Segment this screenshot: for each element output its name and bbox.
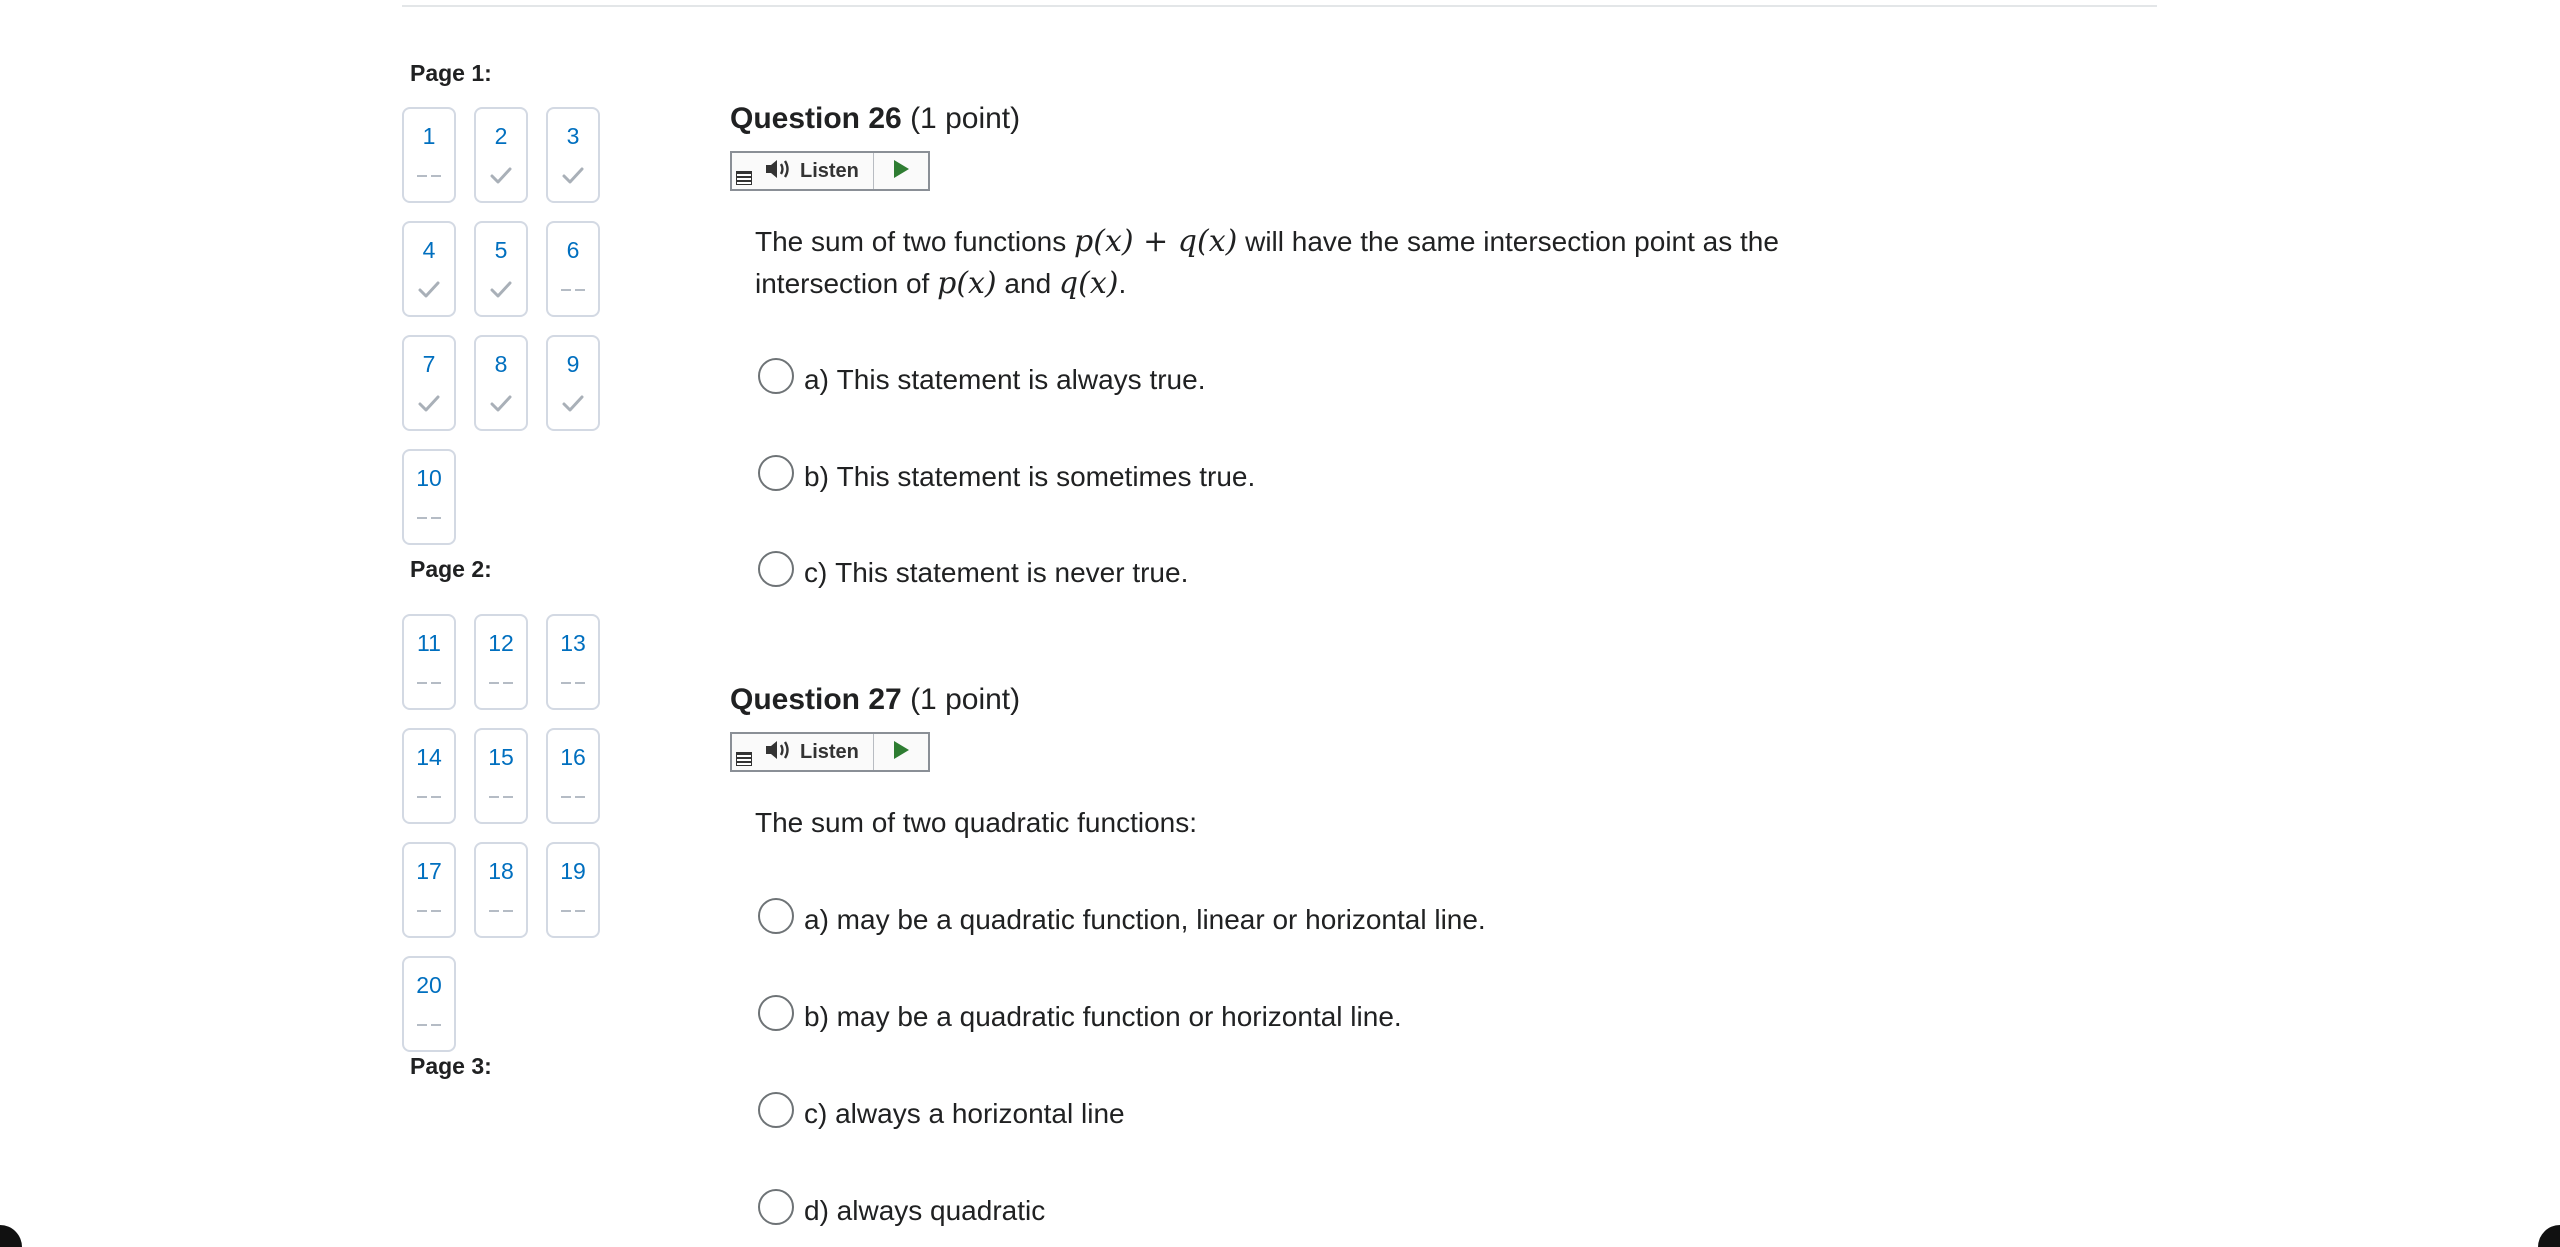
- math-expression: p(x) + q(x): [1074, 224, 1238, 259]
- question-text-segment: The sum of two quadratic functions:: [755, 807, 1197, 838]
- answer-radio[interactable]: [758, 551, 794, 587]
- question-tile-12[interactable]: [474, 614, 528, 710]
- window-corner-right: [2538, 1225, 2560, 1247]
- question-heading: [730, 680, 1930, 720]
- play-icon: [892, 159, 910, 184]
- answer-option[interactable]: [758, 1001, 1402, 1033]
- dash-icon: [404, 507, 454, 529]
- play-icon: [892, 740, 910, 765]
- question-tile-number: 11: [417, 630, 441, 656]
- question-tile-number: 1: [422, 123, 436, 149]
- check-icon: [476, 165, 526, 187]
- answer-radio[interactable]: [758, 995, 794, 1031]
- question-tile-number: 8: [494, 351, 508, 377]
- listen-toolbar: [730, 732, 930, 772]
- answer-radio[interactable]: [758, 358, 794, 394]
- question-tile-number: 3: [566, 123, 580, 149]
- listen-menu-button[interactable]: [732, 734, 756, 770]
- answer-option[interactable]: [758, 1098, 1125, 1130]
- listen-label: Listen: [800, 740, 859, 763]
- question-heading: [730, 99, 1930, 139]
- dash-icon: [476, 786, 526, 808]
- listen-toolbar: [730, 151, 930, 191]
- check-icon: [476, 279, 526, 301]
- math-expression: p(x): [937, 266, 997, 301]
- speaker-icon: [764, 739, 794, 766]
- question-tile-15[interactable]: [474, 728, 528, 824]
- answer-option-label: b) may be a quadratic function or horizontal line.: [804, 1001, 1402, 1032]
- play-button[interactable]: [874, 734, 928, 770]
- question-tile-1[interactable]: [402, 107, 456, 203]
- dash-icon: [404, 1014, 454, 1036]
- answer-option[interactable]: [758, 461, 1255, 493]
- answer-option-label: b) This statement is sometimes true.: [804, 461, 1256, 492]
- question-tile-number: 19: [560, 858, 586, 884]
- listen-button[interactable]: [756, 734, 874, 770]
- answer-option[interactable]: [758, 1195, 1045, 1227]
- question-tile-number: 5: [494, 237, 508, 263]
- answer-option-label: d) always quadratic: [804, 1195, 1046, 1226]
- question-tile-6[interactable]: [546, 221, 600, 317]
- question-tile-number: 17: [416, 858, 442, 884]
- window-corner-left: [0, 1225, 22, 1247]
- question-block: [730, 680, 1930, 1240]
- answer-radio[interactable]: [758, 898, 794, 934]
- dash-icon: [548, 786, 598, 808]
- answer-option[interactable]: [758, 557, 1188, 589]
- question-tile-18[interactable]: [474, 842, 528, 938]
- question-tile-number: 9: [566, 351, 580, 377]
- page-label: Page 2:: [410, 556, 492, 582]
- question-tile-number: 14: [416, 744, 442, 770]
- question-block: [730, 99, 1930, 659]
- question-tile-number: 13: [560, 630, 586, 656]
- question-text-segment: will have the same intersection point as the intersection of: [755, 226, 1779, 299]
- speaker-icon: [764, 158, 794, 185]
- listen-button[interactable]: [756, 153, 874, 189]
- answer-option-label: a) may be a quadratic function, linear or horizontal line.: [804, 904, 1486, 935]
- question-title: Question 26: [730, 102, 902, 135]
- question-tile-8[interactable]: [474, 335, 528, 431]
- answer-option-label: c) This statement is never true.: [804, 557, 1189, 588]
- answer-option-label: c) always a horizontal line: [804, 1098, 1125, 1129]
- dash-icon: [404, 165, 454, 187]
- question-tile-5[interactable]: [474, 221, 528, 317]
- question-tile-number: 18: [488, 858, 514, 884]
- answer-radio[interactable]: [758, 455, 794, 491]
- question-tile-10[interactable]: [402, 449, 456, 545]
- listen-label: Listen: [800, 159, 859, 182]
- question-tile-20[interactable]: [402, 956, 456, 1052]
- check-icon: [404, 279, 454, 301]
- page-label: Page 3:: [410, 1053, 492, 1079]
- question-text-segment: The sum of two functions: [755, 226, 1075, 257]
- listen-menu-button[interactable]: [732, 153, 756, 189]
- question-text-segment: .: [1118, 268, 1127, 299]
- question-tile-number: 7: [422, 351, 436, 377]
- question-tile-14[interactable]: [402, 728, 456, 824]
- question-tile-number: 15: [488, 744, 514, 770]
- dash-icon: [548, 672, 598, 694]
- answer-radio[interactable]: [758, 1189, 794, 1225]
- question-tile-number: 20: [416, 972, 442, 998]
- question-tile-4[interactable]: [402, 221, 456, 317]
- check-icon: [404, 393, 454, 415]
- answer-option[interactable]: [758, 364, 1205, 396]
- check-icon: [548, 165, 598, 187]
- answer-option[interactable]: [758, 904, 1486, 936]
- question-tile-3[interactable]: [546, 107, 600, 203]
- dash-icon: [404, 672, 454, 694]
- question-tile-16[interactable]: [546, 728, 600, 824]
- dash-icon: [548, 279, 598, 301]
- question-tile-11[interactable]: [402, 614, 456, 710]
- top-divider: [402, 5, 2157, 7]
- question-text: [755, 221, 1855, 305]
- question-tile-number: 6: [566, 237, 580, 263]
- dash-icon: [548, 900, 598, 922]
- check-icon: [476, 393, 526, 415]
- question-tile-number: 2: [494, 123, 508, 149]
- dash-icon: [404, 786, 454, 808]
- question-tile-number: 16: [560, 744, 586, 770]
- question-text: [755, 802, 1855, 844]
- question-points: (1 point): [910, 102, 1021, 135]
- question-tile-number: 4: [422, 237, 436, 263]
- check-icon: [548, 393, 598, 415]
- math-expression: q(x): [1058, 266, 1119, 301]
- dash-icon: [476, 672, 526, 694]
- answer-option-label: a) This statement is always true.: [804, 364, 1206, 395]
- question-tile-9[interactable]: [546, 335, 600, 431]
- page-label: Page 1:: [410, 60, 492, 86]
- question-text-segment: and: [996, 268, 1059, 299]
- question-title: Question 27: [730, 683, 902, 716]
- question-tile-number: 10: [416, 465, 442, 491]
- question-tile-17[interactable]: [402, 842, 456, 938]
- dash-icon: [476, 900, 526, 922]
- menu-icon: [736, 752, 752, 766]
- play-button[interactable]: [874, 153, 928, 189]
- question-tile-19[interactable]: [546, 842, 600, 938]
- question-tile-13[interactable]: [546, 614, 600, 710]
- answer-radio[interactable]: [758, 1092, 794, 1128]
- question-tile-7[interactable]: [402, 335, 456, 431]
- dash-icon: [404, 900, 454, 922]
- question-tile-2[interactable]: [474, 107, 528, 203]
- question-points: (1 point): [910, 683, 1021, 716]
- question-tile-number: 12: [488, 630, 514, 656]
- menu-icon: [736, 171, 752, 185]
